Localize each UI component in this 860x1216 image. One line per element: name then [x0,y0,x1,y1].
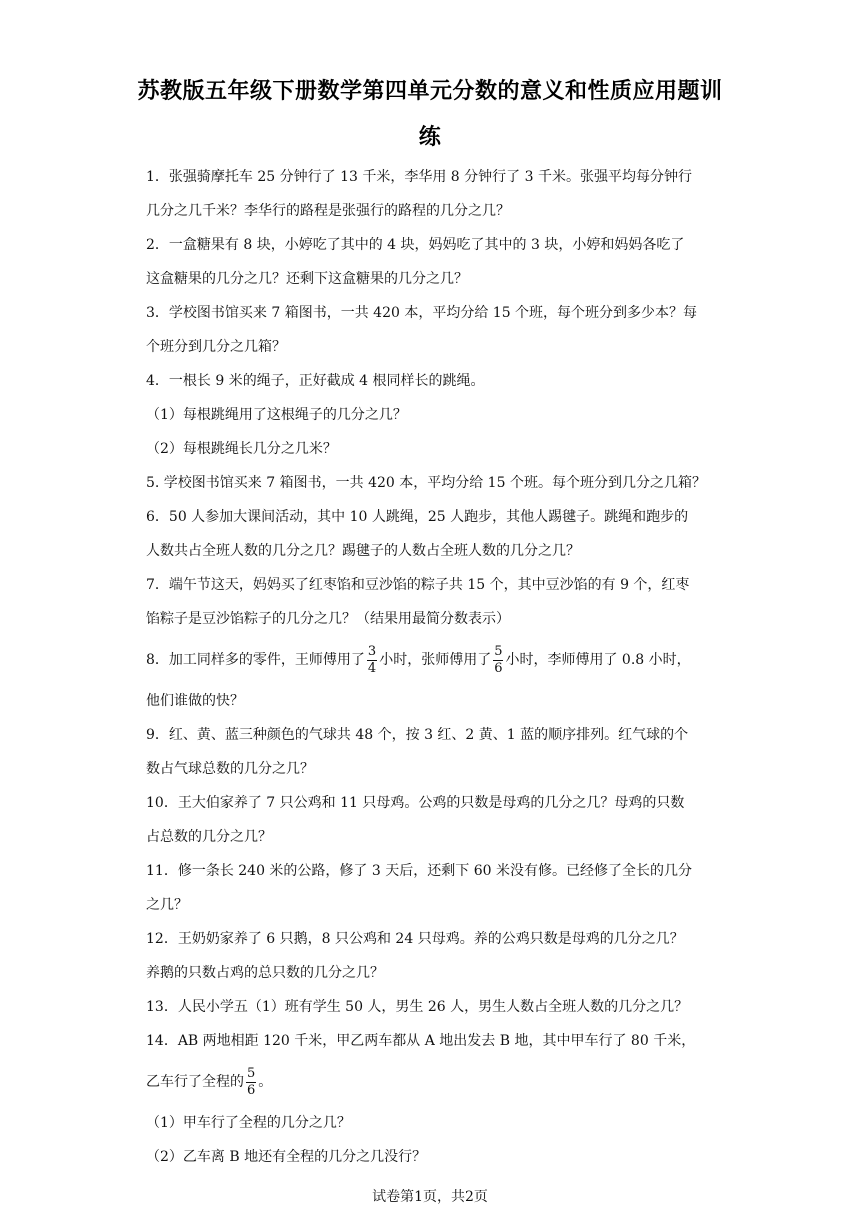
text-line: 这盒糖果的几分之几？还剩下这盒糖果的几分之几？ [146,271,468,287]
text-line: 7．端午节这天，妈妈买了红枣馅和豆沙馅的粽子共 15 个，其中豆沙馅的有 9 个，红枣 [146,577,690,593]
text-line: 13．人民小学五（1）班有学生 50 人，男生 26 人，男生人数占全班人数的几分之几？ [146,999,689,1015]
fraction-five-sixths [246,1066,256,1099]
q8-text-c: 小时，李师傅用了 0.8 小时， [505,652,691,668]
text-line: 人数共占全班人数的几分之几？踢毽子的人数占全班人数的几分之几？ [146,543,580,559]
question-8-line [146,636,722,684]
question-list [146,160,722,1174]
fraction-denominator: 6 [494,660,503,676]
q8-text-b: 小时，张师傅用了 [379,652,492,668]
text-line: 4．一根长 9 米的绳子，正好截成 4 根同样长的跳绳。 [146,373,485,389]
fraction-denominator: 4 [367,660,377,676]
text-line: （1）甲车行了全程的几分之几？ [146,1115,351,1131]
text-line: 占总数的几分之几？ [146,829,272,845]
text-line: 2．一盒糖果有 8 块，小婷吃了其中的 4 块，妈妈吃了其中的 3 块，小婷和妈妈各吃了 [146,237,685,253]
text-line: 10．王大伯家养了 7 只公鸡和 11 只母鸡。公鸡的只数是母鸡的几分之几？母鸡的只数 [146,795,685,811]
text-line: 养鹅的只数占鸡的总只数的几分之几？ [146,965,384,981]
text-line: 数占气球总数的几分之几？ [146,761,314,777]
q14-text-a: 乙车行了全程的 [146,1074,244,1090]
text-line: 11．修一条长 240 米的公路，修了 3 天后，还剩下 60 米没有修。已经修了全长的几分 [146,863,692,879]
text-line: 12．王奶奶家养了 6 只鹅，8 只公鸡和 24 只母鸡。养的公鸡只数是母鸡的几分之几？ [146,931,684,947]
text-line: 几分之几千米？李华行的路程是张强行的路程的几分之几？ [146,203,510,219]
document-title-line-2: 练 [418,125,442,150]
text-line: 1．张强骑摩托车 25 分钟行了 13 千米，李华用 8 分钟行了 3 千米。张强平均每分钟行 [146,169,692,185]
q14-text-b: 。 [258,1074,273,1090]
text-line: 9．红、黄、蓝三种颜色的气球共 48 个，按 3 红、2 黄、1 蓝的顺序排列。红气球的个 [146,727,689,743]
text-line: 14．AB 两地相距 120 千米，甲乙两车都从 A 地出发去 B 地，其中甲车行了 80 千米， [146,1033,696,1049]
fraction-numerator: 5 [247,1065,256,1081]
page-footer: 试卷第1页，共2页 [372,1189,488,1205]
text-line: 馅粽子是豆沙馅粽子的几分之几？（结果用最简分数表示） [146,611,510,627]
text-line: 他们谁做的快？ [146,693,244,709]
document-title-line-1: 苏教版五年级下册数学第四单元分数的意义和性质应用题训 [137,79,723,104]
text-line: 5. 学校图书馆买来 7 箱图书，一共 420 本，平均分给 15 个班。每个班分到几分之几箱？ [146,475,706,491]
question-14-line [146,1058,722,1106]
text-line: 个班分到几分之几箱？ [146,339,286,355]
text-line: 之几？ [146,897,188,913]
text-line: 6．50 人参加大课间活动，其中 10 人跳绳，25 人跑步，其他人踢毽子。跳绳和跑步的 [146,509,689,525]
fraction-numerator: 3 [367,643,377,659]
fraction-denominator: 6 [247,1082,256,1098]
fraction-five-sixths [493,644,503,677]
q8-text-a: 8．加工同样多的零件，王师傅用了 [146,652,365,668]
text-line: （2）乙车离 B 地还有全程的几分之几没行？ [146,1149,427,1165]
text-line: 3．学校图书馆买来 7 箱图书，一共 420 本，平均分给 15 个班，每个班分到多少本？每 [146,305,698,321]
text-line: （1）每根跳绳用了这根绳子的几分之几？ [146,407,407,423]
fraction-three-quarters [367,644,377,677]
text-line: （2）每根跳绳长几分之几米？ [146,441,337,457]
fraction-numerator: 5 [494,643,503,659]
